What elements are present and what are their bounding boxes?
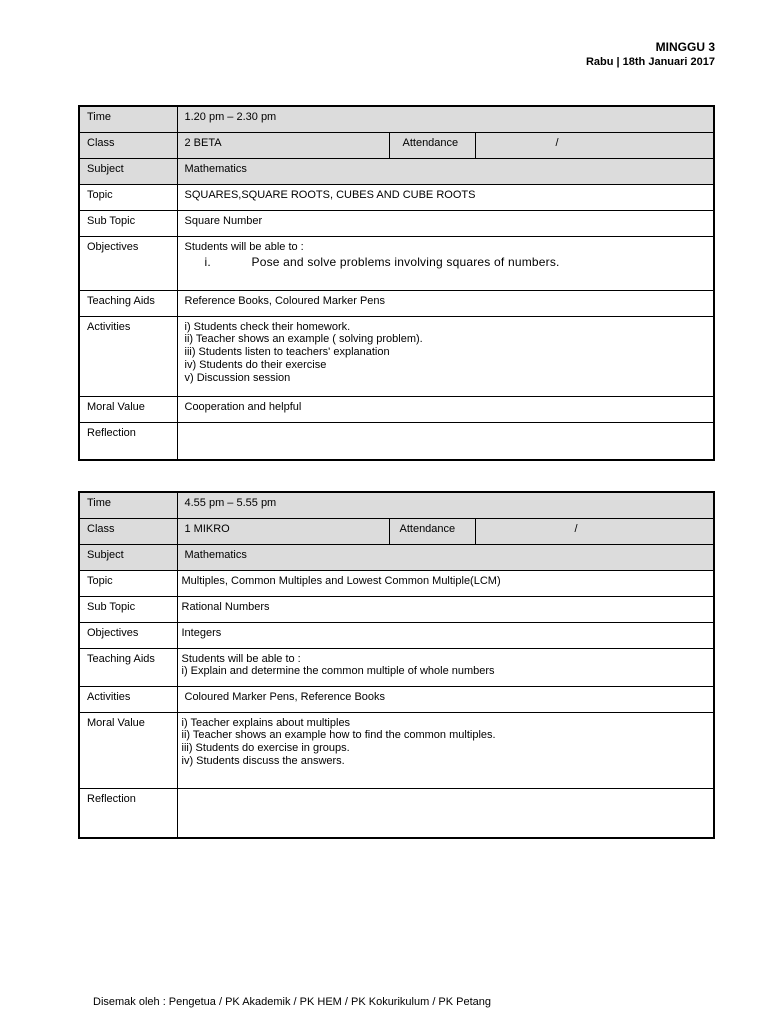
date-label: Rabu | 18th Januari 2017: [585, 56, 715, 68]
row-class: [79, 518, 714, 544]
value-sub-topic: Square Number: [177, 210, 714, 236]
row-time: [79, 106, 714, 132]
label-attendance: Attendance: [389, 132, 475, 158]
label-class: Class: [79, 518, 177, 544]
label-activities: Activities: [79, 316, 177, 396]
label-activities: Activities: [79, 686, 177, 712]
value-time: 4.55 pm – 5.55 pm: [177, 492, 714, 518]
value-topic: Multiples, Common Multiples and Lowest Common Multiple(LCM): [177, 570, 714, 596]
label-sub-topic: Sub Topic: [79, 210, 177, 236]
value-moral-value: [177, 712, 714, 788]
row-subject: [79, 544, 714, 570]
row-class: [79, 132, 714, 158]
label-reflection: Reflection: [79, 788, 177, 838]
row-objectives: [79, 622, 714, 648]
objectives-intro: Students will be able to :: [184, 240, 304, 253]
value-objectives: Integers: [177, 622, 714, 648]
row-reflection: [79, 422, 714, 460]
row-teaching-aids: [79, 290, 714, 316]
label-moral-value: Moral Value: [79, 712, 177, 788]
value-attendance: /: [475, 132, 714, 158]
label-attendance: Attendance: [389, 518, 475, 544]
row-subject: [79, 158, 714, 184]
activity-item: iii) Students listen to teachers' explanation: [184, 346, 390, 359]
moral-value-item: ii) Teacher shows an example how to find the common multiples.: [181, 729, 496, 742]
value-subject: Mathematics: [177, 544, 714, 570]
row-topic: [79, 184, 714, 210]
label-moral-value: Moral Value: [79, 396, 177, 422]
objective-number: i.: [204, 254, 211, 269]
value-time: 1.20 pm – 2.30 pm: [177, 106, 714, 132]
value-attendance: /: [475, 518, 714, 544]
row-moral-value: [79, 712, 714, 788]
objective-text: Pose and solve problems involving squares of numbers.: [251, 254, 560, 269]
label-subject: Subject: [79, 544, 177, 570]
value-sub-topic: Rational Numbers: [177, 596, 714, 622]
label-class: Class: [79, 132, 177, 158]
moral-value-item: iv) Students discuss the answers.: [181, 754, 345, 767]
moral-value-item: iii) Students do exercise in groups.: [181, 742, 350, 755]
row-reflection: [79, 788, 714, 838]
value-activities: Coloured Marker Pens, Reference Books: [177, 686, 714, 712]
label-reflection: Reflection: [79, 422, 177, 460]
row-activities: [79, 686, 714, 712]
label-topic: Topic: [79, 184, 177, 210]
row-sub-topic: [79, 210, 714, 236]
row-topic: [79, 570, 714, 596]
value-topic: SQUARES,SQUARE ROOTS, CUBES AND CUBE ROOTS: [177, 184, 714, 210]
activity-item: v) Discussion session: [184, 371, 291, 384]
row-sub-topic: [79, 596, 714, 622]
value-objectives: [177, 236, 714, 290]
value-teaching-aids: Reference Books, Coloured Marker Pens: [177, 290, 714, 316]
value-class: 1 MIKRO: [177, 518, 389, 544]
value-reflection[interactable]: [177, 422, 714, 460]
week-label: MINGGU 3: [655, 40, 715, 54]
row-objectives: [79, 236, 714, 290]
moral-value-item: i) Teacher explains about multiples: [181, 716, 351, 729]
label-subject: Subject: [79, 158, 177, 184]
footer-reviewed-by: Disemak oleh : Pengetua / PK Akademik / PK HEM / PK Kokurikulum / PK Petang: [93, 996, 492, 1008]
label-teaching-aids: Teaching Aids: [79, 648, 177, 686]
value-moral-value: Cooperation and helpful: [177, 396, 714, 422]
value-class: 2 BETA: [177, 132, 389, 158]
activity-item: i) Students check their homework.: [184, 320, 351, 333]
value-reflection[interactable]: [177, 788, 714, 838]
label-objectives: Objectives: [79, 622, 177, 648]
row-time: [79, 492, 714, 518]
activity-item: ii) Teacher shows an example ( solving problem).: [184, 333, 423, 346]
row-activities: [79, 316, 714, 396]
label-teaching-aids: Teaching Aids: [79, 290, 177, 316]
page-header: [586, 40, 715, 69]
label-time: Time: [79, 106, 177, 132]
label-objectives: Objectives: [79, 236, 177, 290]
teaching-aids-intro: Students will be able to :: [181, 652, 301, 665]
activity-item: iv) Students do their exercise: [184, 358, 327, 371]
lesson-plan-table-2: [78, 491, 715, 839]
value-activities: [177, 316, 714, 396]
label-topic: Topic: [79, 570, 177, 596]
objective-item: [185, 256, 707, 269]
lesson-plan-table-1: [78, 105, 715, 461]
teaching-aids-item: i) Explain and determine the common multiple of whole numbers: [181, 665, 495, 678]
label-sub-topic: Sub Topic: [79, 596, 177, 622]
row-teaching-aids: [79, 648, 714, 686]
row-moral-value: [79, 396, 714, 422]
value-teaching-aids: [177, 648, 714, 686]
value-subject: Mathematics: [177, 158, 714, 184]
label-time: Time: [79, 492, 177, 518]
